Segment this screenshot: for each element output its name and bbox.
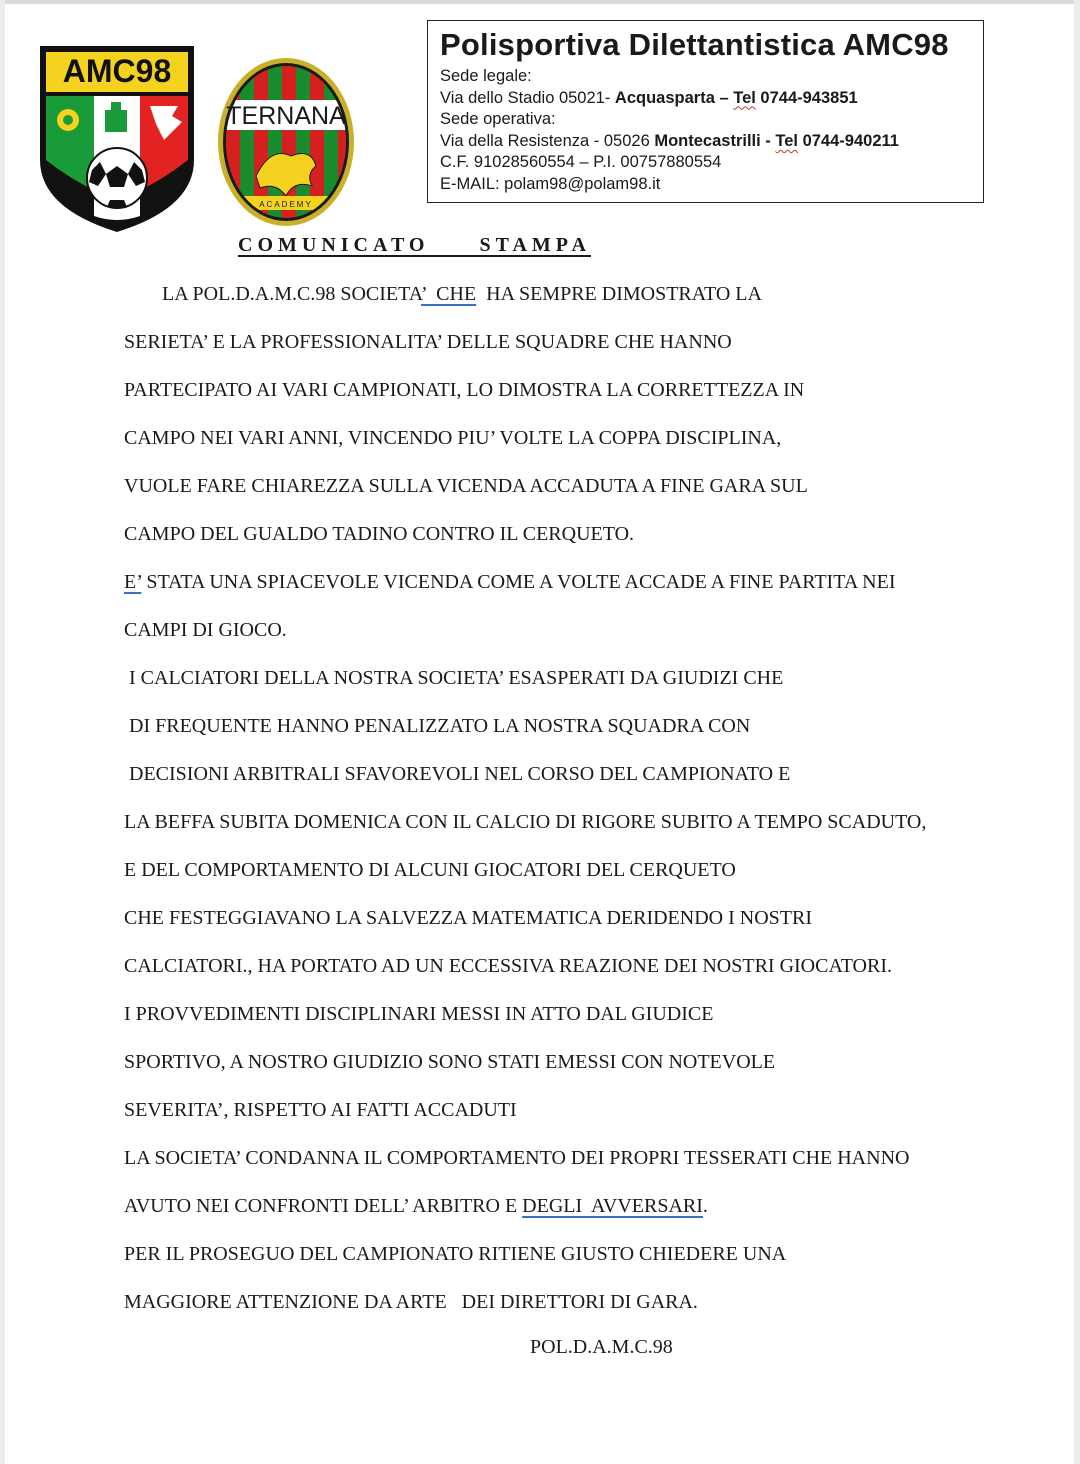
body-line-3: PARTECIPATO AI VARI CAMPIONATI, LO DIMOSTRA LA CORRETTEZZA IN — [124, 379, 805, 401]
body-line-10: DI FREQUENTE HANNO PENALIZZATO LA NOSTRA SQUADRA CON — [124, 715, 751, 737]
sede-legale-tel-prefix: Tel — [733, 88, 756, 107]
organization-name: Polisportiva Dilettantistica AMC98 — [440, 27, 949, 62]
sede-legale-tel: 0744-943851 — [755, 88, 858, 107]
body-line-2: SERIETA’ E LA PROFESSIONALITA’ DELLE SQUADRE CHE HANNO — [124, 331, 732, 353]
sede-legale-address: Via dello Stadio 05021- — [440, 88, 615, 107]
body-line-11: DECISIONI ARBITRALI SFAVOREVOLI NEL CORSO DEL CAMPIONATO E — [124, 763, 791, 785]
body-line-15: CALCIATORI., HA PORTATO AD UN ECCESSIVA REAZIONE DEI NOSTRI GIOCATORI. — [124, 955, 892, 977]
ternana-logo-text: TERNANA — [226, 102, 346, 130]
body-line-17: SPORTIVO, A NOSTRO GIUDIZIO SONO STATI EMESSI CON NOTEVOLE — [124, 1051, 776, 1073]
ternana-academy-logo — [216, 56, 356, 228]
sede-operativa-address: Via della Resistenza - 05026 — [440, 131, 655, 150]
email-line: E-MAIL: polam98@polam98.it — [440, 174, 661, 193]
signature: POL.D.A.M.C.98 — [530, 1336, 673, 1358]
body-line-19: LA SOCIETA’ CONDANNA IL COMPORTAMENTO DEI PROPRI TESSERATI CHE HANNO — [124, 1147, 910, 1169]
sede-legale-label: Sede legale: — [440, 67, 532, 85]
sede-operativa-line — [440, 131, 971, 153]
amc98-logo-text: AMC98 — [62, 53, 172, 89]
body-line-18: SEVERITA’, RISPETTO AI FATTI ACCADUTI — [124, 1099, 517, 1121]
body-line-6: CAMPO DEL GUALDO TADINO CONTRO IL CERQUETO. — [124, 523, 635, 545]
ternana-logo-subtext: ACADEMY — [259, 200, 313, 209]
page-top-edge — [0, 0, 1080, 4]
body-line-5: VUOLE FARE CHIAREZZA SULLA VICENDA ACCADUTA A FINE GARA SUL — [124, 475, 808, 497]
body-line-1: LA POL.D.A.M.C.98 SOCIETA’ CHE HA SEMPRE DIMOSTRATO LA — [162, 283, 762, 305]
amc98-logo — [32, 40, 200, 235]
body-line-13: E DEL COMPORTAMENTO DI ALCUNI GIOCATORI DEL CERQUETO — [124, 859, 736, 881]
body-line-16: I PROVVEDIMENTI DISCIPLINARI MESSI IN ATTO DAL GIUDICE — [124, 1003, 714, 1025]
body-line-8: CAMPI DI GIOCO. — [124, 619, 287, 641]
body-line-14: CHE FESTEGGIAVANO LA SALVEZZA MATEMATICA DERIDENDO I NOSTRI — [124, 907, 812, 929]
sede-operativa-label: Sede operativa: — [440, 110, 556, 129]
letterhead-box — [427, 20, 984, 203]
body-line-12: LA BEFFA SUBITA DOMENICA CON IL CALCIO DI RIGORE SUBITO A TEMPO SCADUTO, — [124, 811, 927, 833]
body-line-22: MAGGIORE ATTENZIONE DA ARTE DEI DIRETTORI DI GARA. — [124, 1291, 698, 1313]
underlined-e: E’ — [124, 571, 142, 593]
fiscal-codes: C.F. 91028560554 – P.I. 00757880554 — [440, 153, 722, 172]
sede-legale-city: Acquasparta – — [614, 88, 734, 107]
page-right-edge — [1074, 0, 1080, 1464]
body-line-4: CAMPO NEI VARI ANNI, VINCENDO PIU’ VOLTE LA COPPA DISCIPLINA, — [124, 427, 782, 449]
body-line-20: AVUTO NEI CONFRONTI DELL’ ARBITRO E DEGLI AVVERSARI. — [124, 1195, 708, 1217]
document-heading: COMUNICATO STAMPA — [238, 234, 591, 256]
body-line-7: E’ STATA UNA SPIACEVOLE VICENDA COME A VOLTE ACCADE A FINE PARTITA NEI — [124, 571, 896, 593]
sede-legale-line — [440, 88, 971, 110]
sede-operativa-tel: 0744-940211 — [798, 131, 899, 150]
body-line-9: I CALCIATORI DELLA NOSTRA SOCIETA’ ESASPERATI DA GIUDIZI CHE — [124, 667, 784, 689]
page-left-edge — [0, 0, 5, 1464]
sede-operativa-tel-prefix: Tel — [775, 131, 798, 150]
sede-operativa-city: Montecastrilli - — [654, 131, 776, 150]
underlined-che: ’ CHE — [420, 283, 477, 305]
underlined-degli-avversari: DEGLI AVVERSARI — [522, 1195, 703, 1217]
body-line-21: PER IL PROSEGUO DEL CAMPIONATO RITIENE GIUSTO CHIEDERE UNA — [124, 1243, 787, 1265]
